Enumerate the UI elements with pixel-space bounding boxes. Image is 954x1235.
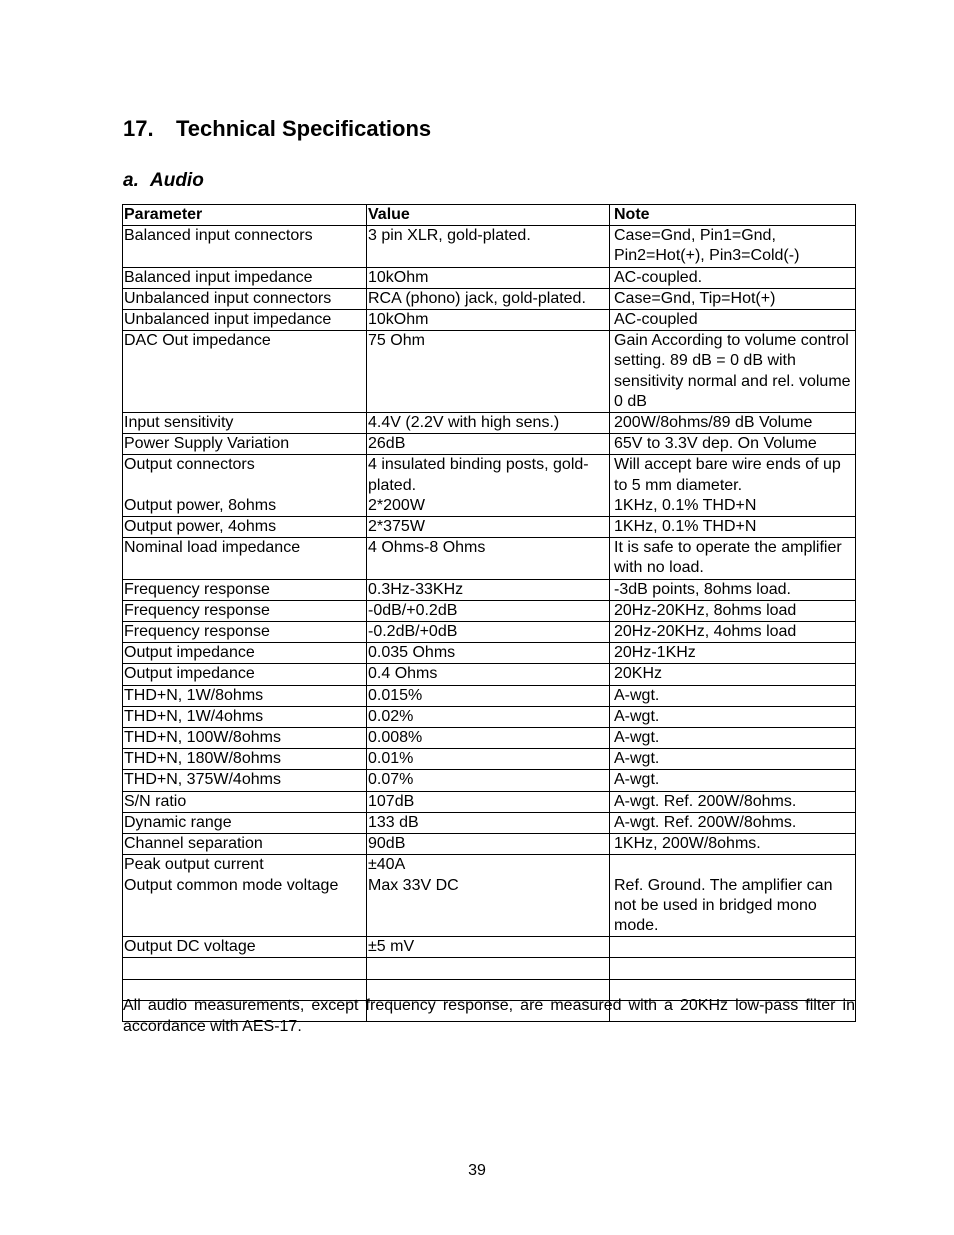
subsection-title: Audio	[150, 170, 204, 191]
cell-value: 0.3Hz-33KHz	[367, 579, 610, 600]
cell-parameter: Balanced input connectors	[123, 226, 367, 267]
cell-value: 10kOhm	[367, 310, 610, 331]
cell-parameter: Output connectors Output power, 8ohms	[123, 455, 367, 517]
cell-value: 2*375W	[367, 517, 610, 538]
table-header-row	[123, 205, 856, 226]
cell-value: 4 insulated binding posts, gold-plated. 2*200W	[367, 455, 610, 517]
cell-note: 1KHz, 200W/8ohms.	[610, 834, 856, 855]
cell-parameter: DAC Out impedance	[123, 331, 367, 413]
cell-parameter: Channel separation	[123, 834, 367, 855]
header-note: Note	[610, 205, 856, 226]
cell-parameter: THD+N, 180W/8ohms	[123, 749, 367, 770]
cell-note: 1KHz, 0.1% THD+N	[610, 517, 856, 538]
cell-note: A-wgt.	[610, 728, 856, 749]
cell-note: A-wgt. Ref. 200W/8ohms.	[610, 812, 856, 833]
subsection-heading	[123, 170, 204, 192]
cell-parameter: THD+N, 1W/8ohms	[123, 685, 367, 706]
table-row	[123, 791, 856, 812]
cell-value: 0.07%	[367, 770, 610, 791]
header-parameter: Parameter	[123, 205, 367, 226]
cell-value: -0.2dB/+0dB	[367, 622, 610, 643]
cell-note: 20Hz-1KHz	[610, 643, 856, 664]
cell-value: 90dB	[367, 834, 610, 855]
cell-note: Ref. Ground. The amplifier can not be used in bridged mono mode.	[610, 855, 856, 937]
cell-parameter: Frequency response	[123, 600, 367, 621]
cell-note: AC-coupled.	[610, 267, 856, 288]
cell-note: 20KHz	[610, 664, 856, 685]
cell-parameter: Output power, 4ohms	[123, 517, 367, 538]
table-row	[123, 310, 856, 331]
cell-parameter: Input sensitivity	[123, 413, 367, 434]
footnote: All audio measurements, except frequency response, are measured with a 20KHz low-pass filter in accordance with AES-17.	[123, 997, 855, 1035]
cell-parameter: Nominal load impedance	[123, 538, 367, 579]
table-row	[123, 331, 856, 413]
table-row	[123, 288, 856, 309]
table-row	[123, 434, 856, 455]
table-row	[123, 455, 856, 517]
cell-value: 0.01%	[367, 749, 610, 770]
cell-parameter	[123, 958, 367, 979]
cell-parameter: Peak output current Output common mode voltage	[123, 855, 367, 937]
cell-note: Gain According to volume control setting. 89 dB = 0 dB with sensitivity normal and rel. volume 0 dB	[610, 331, 856, 413]
header-value: Value	[367, 205, 610, 226]
cell-note	[610, 958, 856, 979]
cell-value: ±40A Max 33V DC	[367, 855, 610, 937]
cell-value: 4 Ohms-8 Ohms	[367, 538, 610, 579]
cell-parameter: S/N ratio	[123, 791, 367, 812]
cell-value: -0dB/+0.2dB	[367, 600, 610, 621]
table-row	[123, 834, 856, 855]
section-heading	[123, 116, 431, 142]
cell-value: 3 pin XLR, gold-plated.	[367, 226, 610, 267]
cell-value: 0.4 Ohms	[367, 664, 610, 685]
table-row	[123, 937, 856, 958]
cell-note: It is safe to operate the amplifier with no load.	[610, 538, 856, 579]
cell-note: 65V to 3.3V dep. On Volume	[610, 434, 856, 455]
cell-value: 10kOhm	[367, 267, 610, 288]
table-row	[123, 706, 856, 727]
cell-parameter: THD+N, 1W/4ohms	[123, 706, 367, 727]
cell-value: 75 Ohm	[367, 331, 610, 413]
cell-note: Case=Gnd, Pin1=Gnd, Pin2=Hot(+), Pin3=Cold(-)	[610, 226, 856, 267]
table-row	[123, 517, 856, 538]
audio-spec-table	[122, 204, 856, 1022]
cell-parameter: Power Supply Variation	[123, 434, 367, 455]
table-row	[123, 579, 856, 600]
cell-note: -3dB points, 8ohms load.	[610, 579, 856, 600]
cell-parameter: Dynamic range	[123, 812, 367, 833]
cell-parameter: Frequency response	[123, 622, 367, 643]
cell-parameter: THD+N, 100W/8ohms	[123, 728, 367, 749]
section-number: 17.	[123, 116, 154, 141]
table-row	[123, 267, 856, 288]
table-row	[123, 770, 856, 791]
table-row	[123, 812, 856, 833]
cell-parameter: Unbalanced input connectors	[123, 288, 367, 309]
table-row	[123, 226, 856, 267]
cell-value	[367, 958, 610, 979]
table-row	[123, 728, 856, 749]
cell-parameter: Unbalanced input impedance	[123, 310, 367, 331]
cell-note: A-wgt. Ref. 200W/8ohms.	[610, 791, 856, 812]
cell-value: 0.008%	[367, 728, 610, 749]
cell-note: A-wgt.	[610, 706, 856, 727]
cell-note: Case=Gnd, Tip=Hot(+)	[610, 288, 856, 309]
table-row	[123, 538, 856, 579]
table-row	[123, 413, 856, 434]
cell-value: 0.035 Ohms	[367, 643, 610, 664]
cell-note: A-wgt.	[610, 685, 856, 706]
cell-note: 200W/8ohms/89 dB Volume	[610, 413, 856, 434]
cell-note	[610, 937, 856, 958]
cell-parameter: Frequency response	[123, 579, 367, 600]
cell-parameter: Output DC voltage	[123, 937, 367, 958]
table-row	[123, 685, 856, 706]
table-row	[123, 958, 856, 979]
cell-note: A-wgt.	[610, 749, 856, 770]
table-row	[123, 622, 856, 643]
cell-value: 107dB	[367, 791, 610, 812]
cell-note: AC-coupled	[610, 310, 856, 331]
cell-parameter: THD+N, 375W/4ohms	[123, 770, 367, 791]
cell-note: Will accept bare wire ends of up to 5 mm diameter. 1KHz, 0.1% THD+N	[610, 455, 856, 517]
cell-note: 20Hz-20KHz, 8ohms load	[610, 600, 856, 621]
section-title: Technical Specifications	[176, 116, 432, 141]
table-row	[123, 749, 856, 770]
cell-note: 20Hz-20KHz, 4ohms load	[610, 622, 856, 643]
table-row	[123, 643, 856, 664]
subsection-letter: a.	[123, 170, 139, 191]
cell-value: 0.015%	[367, 685, 610, 706]
cell-value: ±5 mV	[367, 937, 610, 958]
page-number: 39	[468, 1162, 486, 1179]
table-row	[123, 664, 856, 685]
cell-value: 0.02%	[367, 706, 610, 727]
cell-value: 133 dB	[367, 812, 610, 833]
cell-note: A-wgt.	[610, 770, 856, 791]
cell-parameter: Output impedance	[123, 664, 367, 685]
cell-value: 4.4V (2.2V with high sens.)	[367, 413, 610, 434]
cell-value: 26dB	[367, 434, 610, 455]
table-row	[123, 855, 856, 937]
table-body	[123, 226, 856, 1022]
cell-parameter: Balanced input impedance	[123, 267, 367, 288]
cell-parameter: Output impedance	[123, 643, 367, 664]
table-row	[123, 600, 856, 621]
cell-value: RCA (phono) jack, gold-plated.	[367, 288, 610, 309]
